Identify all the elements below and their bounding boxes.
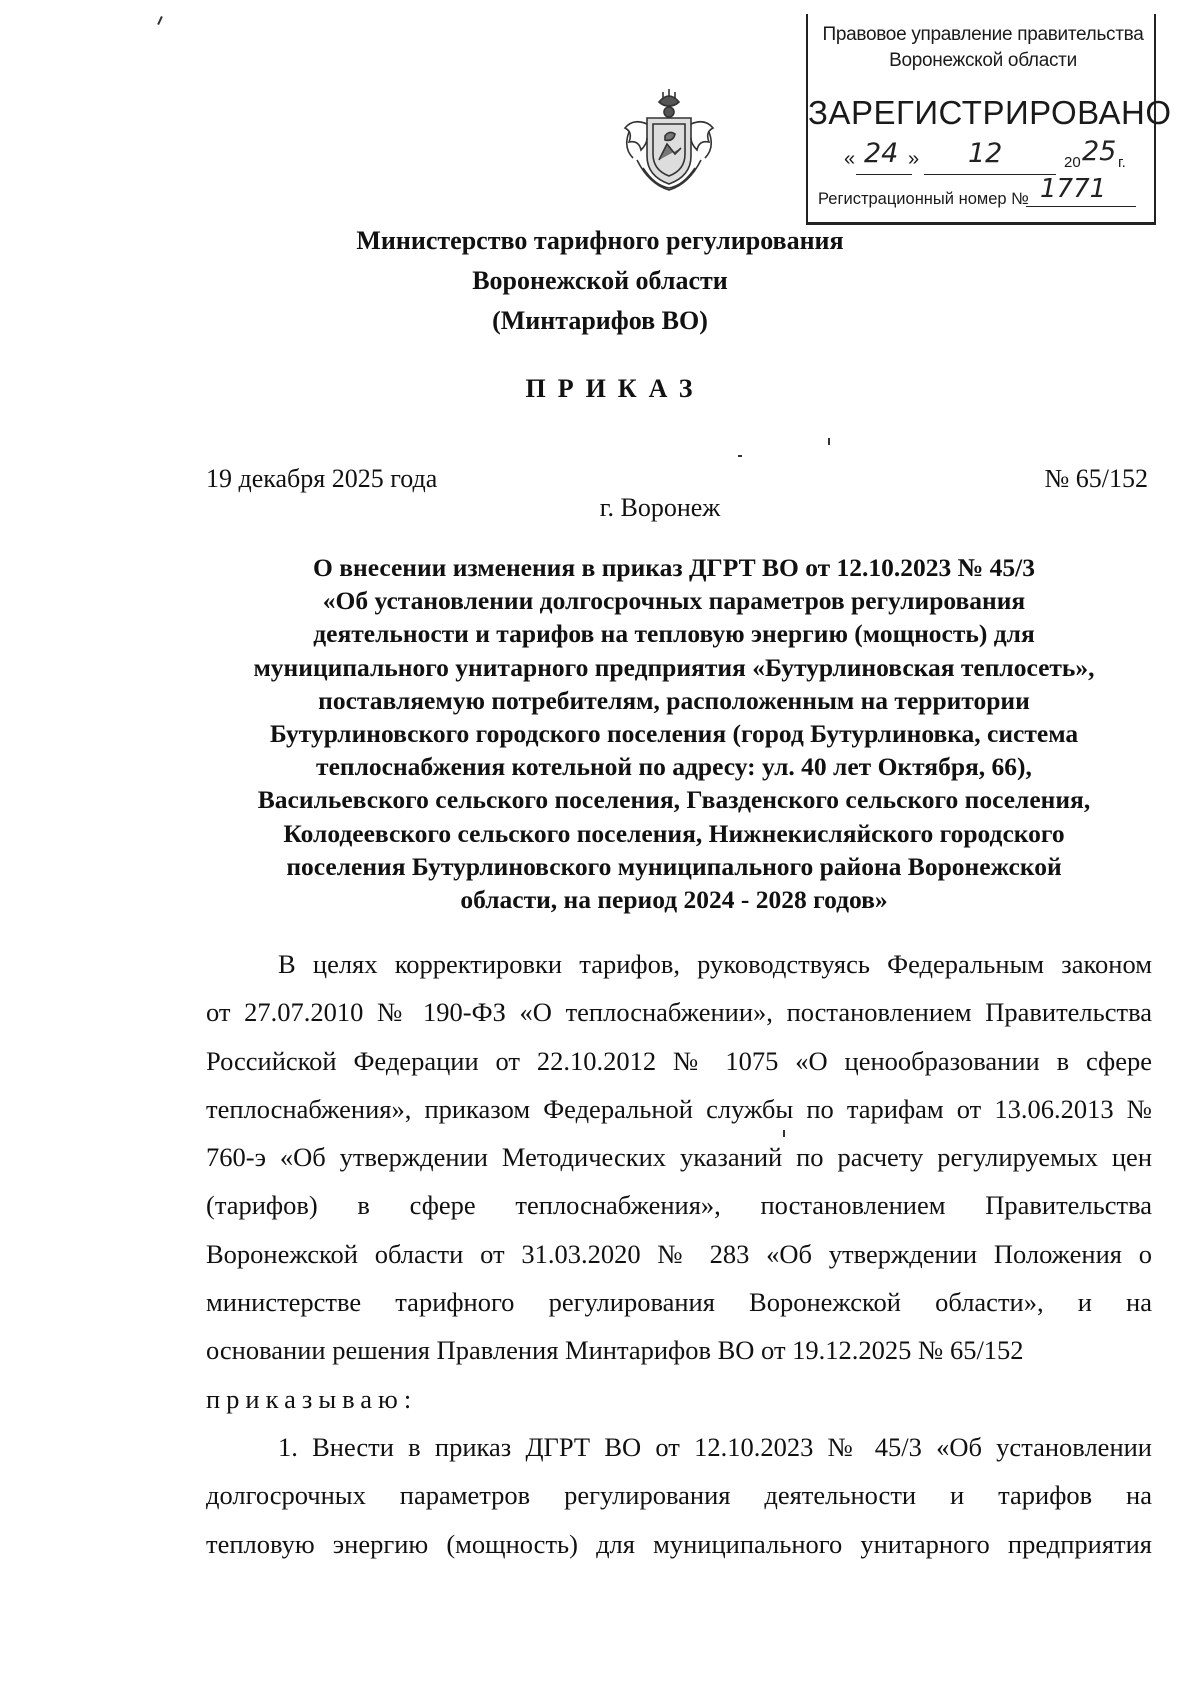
- item-1-line: 1. Внести в приказ ДГРТ ВО от 12.10.2023 № 45/3 «Об установлении: [278, 1431, 1152, 1462]
- body-line: Российской Федерации от 22.10.2012 № 1075 «О ценообразовании в сфере: [206, 1045, 1152, 1076]
- title-line: О внесении изменения в приказ ДГРТ ВО от 12.10.2023 № 45/3: [313, 553, 1035, 582]
- stamp-registered-label: ЗАРЕГИСТРИРОВАНО: [808, 94, 1172, 131]
- stamp-organization: [818, 22, 1148, 74]
- item-1-line: долгосрочных параметров регулирования деятельности и тарифов на: [206, 1480, 1152, 1511]
- scan-speck: [157, 16, 163, 25]
- stamp-date-line: [836, 136, 1136, 176]
- scan-speck: [828, 438, 830, 445]
- stamp-reg-number-handwritten: 1771: [1040, 174, 1107, 204]
- title-line: Васильевского сельского поселения, Гвазденского сельского поселения,: [257, 785, 1091, 815]
- stamp-month-handwritten: 12: [968, 138, 1003, 169]
- title-line: теплоснабжения котельной по адресу: ул. 40 лет Октября, 66),: [316, 752, 1032, 782]
- title-line: Бутурлиновского городского поселения (город Бутурлиновка, система: [269, 719, 1079, 749]
- title-line: «Об установлении долгосрочных параметров регулирования: [322, 586, 1026, 616]
- title-line: деятельности и тарифов на тепловую энергию (мощность) для: [313, 619, 1035, 649]
- title-line: поселения Бутурлиновского муниципального района Воронежской: [286, 851, 1062, 881]
- ministry-short-name: (Минтарифов ВО): [492, 306, 708, 335]
- title-line: поставляемую потребителям, расположенным на территории: [318, 685, 1030, 715]
- order-number: № 65/152: [1044, 464, 1148, 493]
- registration-stamp: [806, 14, 1172, 225]
- order-word: приказываю:: [206, 1383, 418, 1414]
- stamp-day-underline: [856, 174, 912, 175]
- stamp-year-handwritten: 25: [1082, 136, 1117, 167]
- voronezh-coat-of-arms-icon: [619, 88, 719, 196]
- stamp-quote-close: »: [908, 148, 920, 170]
- body-line: (тарифов) в сфере теплоснабжения», постановлением Правительства: [206, 1190, 1152, 1221]
- scan-speck: [783, 1130, 785, 1137]
- body-line: основании решения Правления Минтарифов ВО от 19.12.2025 № 65/152: [206, 1335, 1024, 1366]
- stamp-month-underline: [924, 174, 1056, 175]
- title-line: области, на период 2024 - 2028 годов»: [460, 885, 888, 915]
- stamp-year-suffix: г.: [1118, 154, 1126, 171]
- order-date: 19 декабря 2025 года: [206, 464, 438, 493]
- body-line: Воронежской области от 31.03.2020 № 283 «Об утверждении Положения о: [206, 1238, 1152, 1269]
- body-line: 760-э «Об утверждении Методических указаний по расчету регулируемых цен: [206, 1142, 1152, 1173]
- order-city: г. Воронеж: [599, 493, 721, 522]
- document-type-heading: ПРИКАЗ: [525, 374, 705, 403]
- ministry-name-line-2: Воронежской области: [472, 266, 728, 295]
- order-title: [195, 551, 1153, 916]
- stamp-day-handwritten: 24: [864, 138, 899, 169]
- stamp-org-line-2: Воронежской области: [889, 50, 1077, 71]
- stamp-quote-open: «: [844, 148, 856, 170]
- stamp-year-prefix: 20: [1064, 154, 1081, 171]
- scan-speck: [738, 455, 742, 457]
- body-line: теплоснабжения», приказом Федеральной службы по тарифам от 13.06.2013 №: [206, 1093, 1152, 1124]
- body-line: от 27.07.2010 № 190-ФЗ «О теплоснабжении», постановлением Правительства: [206, 997, 1152, 1028]
- stamp-reg-number-label: Регистрационный номер №: [818, 190, 1029, 208]
- title-line: муниципального унитарного предприятия «Бутурлиновская теплосеть»,: [253, 652, 1095, 682]
- body-line: министерстве тарифного регулирования Воронежской области», и на: [206, 1287, 1152, 1318]
- item-1-line: тепловую энергию (мощность) для муниципального унитарного предприятия: [206, 1528, 1152, 1559]
- stamp-reg-number-underline: [1026, 206, 1136, 207]
- order-body: [206, 940, 1152, 1568]
- ministry-name-line-1: Министерство тарифного регулирования: [356, 226, 844, 255]
- body-line: В целях корректировки тарифов, руководствуясь Федеральным законом: [278, 949, 1152, 979]
- stamp-org-line-1: Правовое управление правительства: [822, 24, 1144, 45]
- title-line: Колодеевского сельского поселения, Нижнекисляйского городского: [283, 818, 1065, 848]
